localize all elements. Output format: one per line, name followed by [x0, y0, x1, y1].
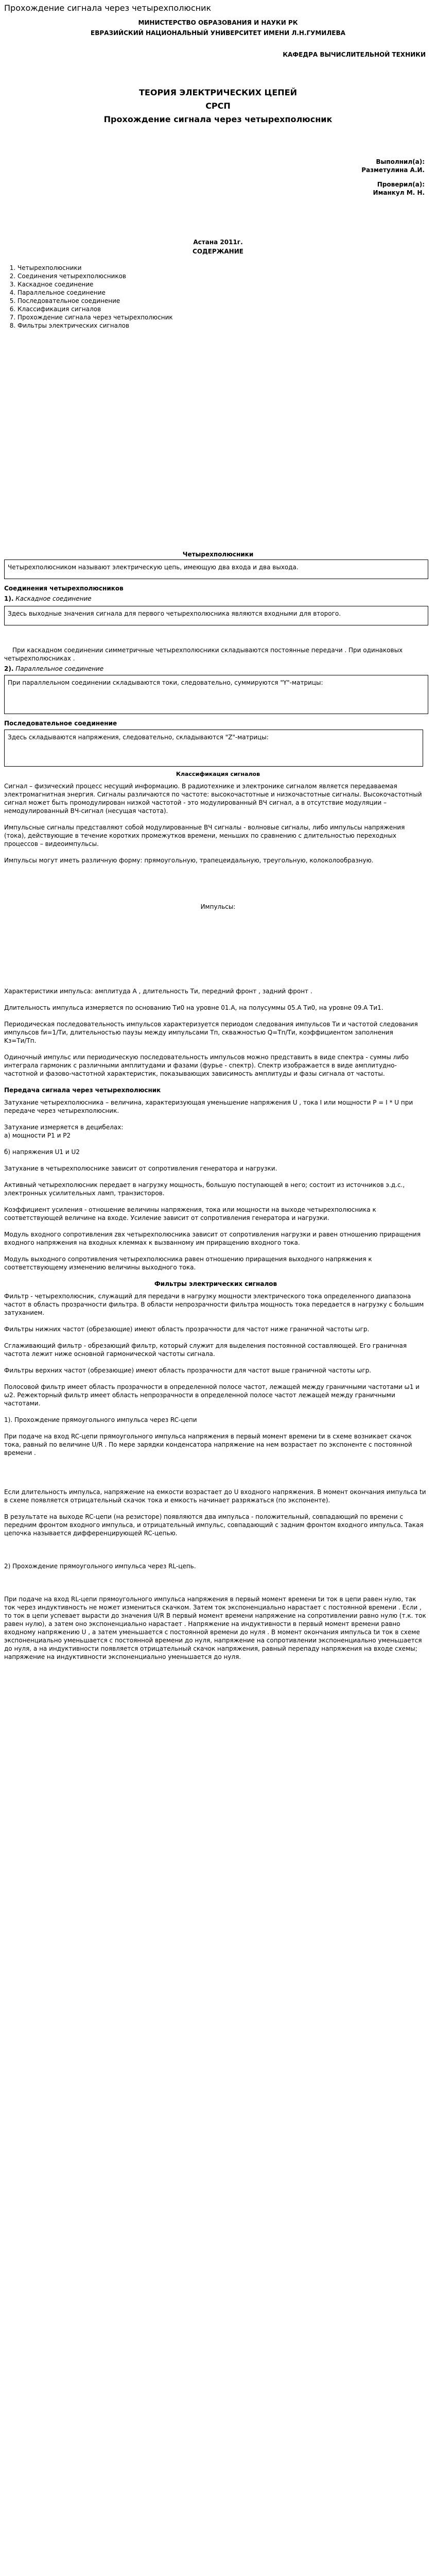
work-type: СРСП — [205, 101, 231, 111]
transmission-heading: Передача сигнала через четырехполюсник — [4, 1087, 161, 1094]
transmission-p7: Модуль входного сопротивления zвх четырехполюсника зависит от сопротивления нагрузки и равен отношению приращения входного напряжения на входных клеммах к вызванному им приращению входного тока. — [4, 1231, 421, 1246]
toc-item[interactable]: 7. Прохождение сигнала через четырехполюсник — [18, 313, 312, 321]
document-title: Прохождение сигнала через четырехполюсник — [4, 3, 212, 13]
impulses-label: Импульсы: — [200, 903, 236, 910]
filters-p7: При подаче на вход RC-цепи прямоугольного импульса напряжения в первый момент времени tи в схеме возникает скачок тока, равный по величине U/R . По мере зарядки конденсатора напряжение на нем возрастает по экспоненте с постоянной времени . — [4, 1433, 412, 1456]
classification-p1: Сигнал – физический процесс несущий информацию. В радиотехнике и электронике сигналом является передаваемая электромагнитная энергия. Сигналы различаются по частоте: высокочастотные и низкочастотные сигналы. Высокочастотный сигнал может быть промодулирован низкой частотой - это модулированный ВЧ сигнал, а в отсутствие модуляции – немодулированный ВЧ-сигнал (несущая частота). — [4, 783, 422, 815]
topic-title: Прохождение сигнала через четырехполюсник — [103, 114, 333, 124]
toc-item[interactable]: 2. Соединения четырехполюсников — [18, 272, 312, 280]
done-name: Разметулина А.И. — [361, 166, 425, 174]
classification-p4: Характеристики импульса: амплитуда A , длительность Tи, передний фронт , задний фронт . — [4, 988, 312, 995]
cascade-box: Здесь выходные значения сигнала для первого четырехполюсника являются входными для второго. — [4, 606, 428, 625]
cascade-label-row — [4, 595, 92, 603]
transmission-p8: Модуль выходного сопротивления четырехполюсника равен отношению приращения выходного напряжения к соответствующему изменению величины выходного тока. — [4, 1256, 372, 1271]
toc-heading: СОДЕРЖАНИЕ — [193, 248, 243, 255]
classification-p2: Импульсные сигналы представляют собой модулированные ВЧ сигналы - волновые сигналы, либо импульсы напряжения (тока), действующие в течение коротких промежутков времени, меньших по сравнению с длительностью переходных процессов – видеоимпульсы. — [4, 824, 405, 848]
toc-item[interactable]: 8. Фильтры электрических сигналов — [18, 321, 312, 330]
transmission-p2a: Затухание измеряется в децибелах: — [4, 1124, 124, 1131]
cascade-text: При каскадном соединении симметричные четырехполюсники складываются постоянные передачи . При одинаковых четырехполюсниках . — [4, 647, 403, 662]
definition-box: Четырехполюсником называют электрическую цепь, имеющую два входа и два выхода. — [4, 560, 428, 579]
filters-p1: Фильтр - четырехполюсник, служащий для передачи в нагрузку мощности электрического тока определенного диапазона частот в область прозрачности фильтра. В области непрозрачности фильтра мощность тока передается в нагрузку с большим затуханием. — [4, 1293, 424, 1316]
done-label: Выполнил(а): — [376, 158, 425, 165]
parallel-label-row — [4, 665, 103, 673]
filters-p9: В результате на выходе RC-цепи (на резисторе) появляются два импульса - положительный, совпадающий по времени с передним фронтом входного импульса, и отрицательный импульс, совпадающий с задним фронтом входного импульса. Такая цепочка называется дифференцирующей RC-цепью. — [4, 1513, 424, 1537]
transmission-p3: б) напряжения U1 и U2 — [4, 1148, 80, 1156]
filters-p3: Сглаживающий фильтр - обрезающий фильтр, который служит для выделения постоянной составляющей. Его граничная частота лежит ниже основной гармонической частоты сигнала. — [4, 1342, 407, 1358]
classification-p3: Импульсы могут иметь различную форму: прямоугольную, трапецеидальную, треугольную, колоколообразную. — [4, 857, 374, 864]
toc-item[interactable]: 3. Каскадное соединение — [18, 280, 312, 289]
transmission-p1: Затухание четырехполюсника – величина, характеризующая уменьшение напряжения U , тока I или мощности P = I * U при передаче через четырехполюсник. — [4, 1099, 413, 1114]
transmission-p4: Затухание в четырехполюснике зависит от сопротивления генератора и нагрузки. — [4, 1165, 277, 1172]
filters-p10: 2) Прохождение прямоугольного импульса через RL-цепь. — [4, 1563, 196, 1570]
transmission-p2b: а) мощности P1 и P2 — [4, 1132, 71, 1139]
classification-p7: Одиночный импульс или периодическую последовательность импульсов можно представить в виде спектра - суммы либо интеграла гармоник с различными амплитудами и фазами (фурье - спектр). Спектр изображается в виде амплитудно-частотной и фазово-частотной характеристик, показывающих зависимость амплитуды и фазы сигнала от частоты. — [4, 1054, 409, 1077]
classification-heading: Классификация сигналов — [176, 771, 260, 777]
city-year: Астана 2011г. — [193, 239, 243, 246]
filters-p8: Если длительность импульса, напряжение на емкости возрастает до U входного напряжения. В момент окончания импульса tи в схеме появляется отрицательный скачок тока и емкость начинает разряжаться (по экспоненте). — [4, 1488, 426, 1504]
toc-item[interactable]: 4. Параллельное соединение — [18, 289, 312, 297]
subject-title: ТЕОРИЯ ЭЛЕКТРИЧЕСКИХ ЦЕПЕЙ — [139, 88, 297, 97]
filters-p2: Фильтры нижних частот (обрезающие) имеют область прозрачности для частот ниже граничной частоты ωгр. — [4, 1326, 370, 1333]
filters-heading: Фильтры электрических сигналов — [154, 1280, 277, 1287]
series-heading: Последовательное соединение — [4, 720, 117, 727]
filters-p4: Фильтры верхних частот (обрезающие) имеют область прозрачности для частот выше граничной частоты ωгр. — [4, 1367, 372, 1374]
parallel-box: При параллельном соединении складываются токи, следовательно, суммируются "Y"-матрицы: — [4, 675, 428, 714]
filters-p5: Полосовой фильтр имеет область прозрачности в определенной полосе частот, лежащей между граничными частотами ω1 и ω2. Режекторный фильтр имеет область непрозрачности в определенной полосе частот лежащей между граничными частотами. — [4, 1383, 420, 1407]
classification-p6: Периодическая последовательность импульсов характеризуется периодом следования импульсов Tи и частотой следования импульсов fи=1/Tи, длительностью паузы между импульсами Tп, скважностью Q=Tп/Tи, коэффициентом заполнения Kз=Tи/Tп. — [4, 1021, 418, 1044]
parallel-number: 2). — [4, 665, 14, 672]
series-box: Здесь складываются напряжения, следовательно, складываются "Z"-матрицы: — [4, 730, 423, 767]
cascade-label: Каскадное соединение — [15, 595, 92, 602]
connections-heading: Соединения четырехполюсников — [4, 585, 124, 592]
checked-name: Иманкул М. Н. — [373, 189, 425, 196]
toc-item[interactable]: 1. Четырехполюсники — [18, 264, 312, 272]
cascade-number: 1). — [4, 595, 14, 602]
section-heading-quadripoles: Четырехполюсники — [182, 551, 254, 558]
transmission-p6: Коэффициент усиления - отношение величины напряжения, тока или мощности на выходе четырехполюсника к соответствующей величине на входе. Усиление зависит от сопротивления генератора и нагрузки. — [4, 1206, 376, 1222]
parallel-label: Параллельное соединение — [15, 665, 104, 672]
filters-p11: При подаче на вход RL-цепи прямоугольного импульса напряжения в первый момент времени tи ток в цепи равен нулю, так ток через индуктивность не может измениться скачком. Затем ток экспоненциально нарастает с постоянной времени . Если , то ток в цепи успевает вырасти до значения U/R В первый момент времени напряжение на сопротивлении равно нулю (т.к. ток равен нулю), а затем оно экспоненциально нарастает . Напряжение на индуктивности в первый момент времени равно входному напряжению U , а затем уменьшается с постоянной времени до нуля . В момент окончания импульса tи ток в схеме экспоненциально уменьшается с постоянной времени до нуля, напряжение на сопротивлении экспоненциально уменьшается до нуля, а на индуктивности появляется отрицательный скачок напряжения, равный перепаду напряжения на входе схемы; напряжение на индуктивности экспоненциально уменьшается до нуля. — [4, 1596, 426, 1660]
checked-label: Проверил(а): — [377, 181, 425, 188]
toc-item[interactable]: 6. Классификация сигналов — [18, 305, 312, 313]
transmission-p5: Активный четырехполюсник передает в нагрузку мощность, большую поступающей в него; состоит из источников э.д.с., электронных усилительных ламп, транзисторов. — [4, 1181, 405, 1197]
toc-item[interactable]: 5. Последовательное соединение — [18, 297, 312, 305]
ministry-line: МИНИСТЕРСТВО ОБРАЗОВАНИЯ И НАУКИ РК — [138, 19, 298, 26]
toc-list — [3, 264, 312, 330]
classification-p5: Длительность импульса измеряется по основанию Tи0 на уровне 01.A, на полусуммы 05.A Tи0, на уровне 09.A Tи1. — [4, 1004, 383, 1011]
university-line: ЕВРАЗИЙСКИЙ НАЦИОНАЛЬНЫЙ УНИВЕРСИТЕТ ИМЕНИ Л.Н.ГУМИЛЕВА — [91, 29, 345, 37]
filters-p6: 1). Прохождение прямоугольного импульса через RC-цепи — [4, 1416, 197, 1423]
department-line: КАФЕДРА ВЫЧИСЛИТЕЛЬНОЙ ТЕХНИКИ — [283, 51, 426, 58]
